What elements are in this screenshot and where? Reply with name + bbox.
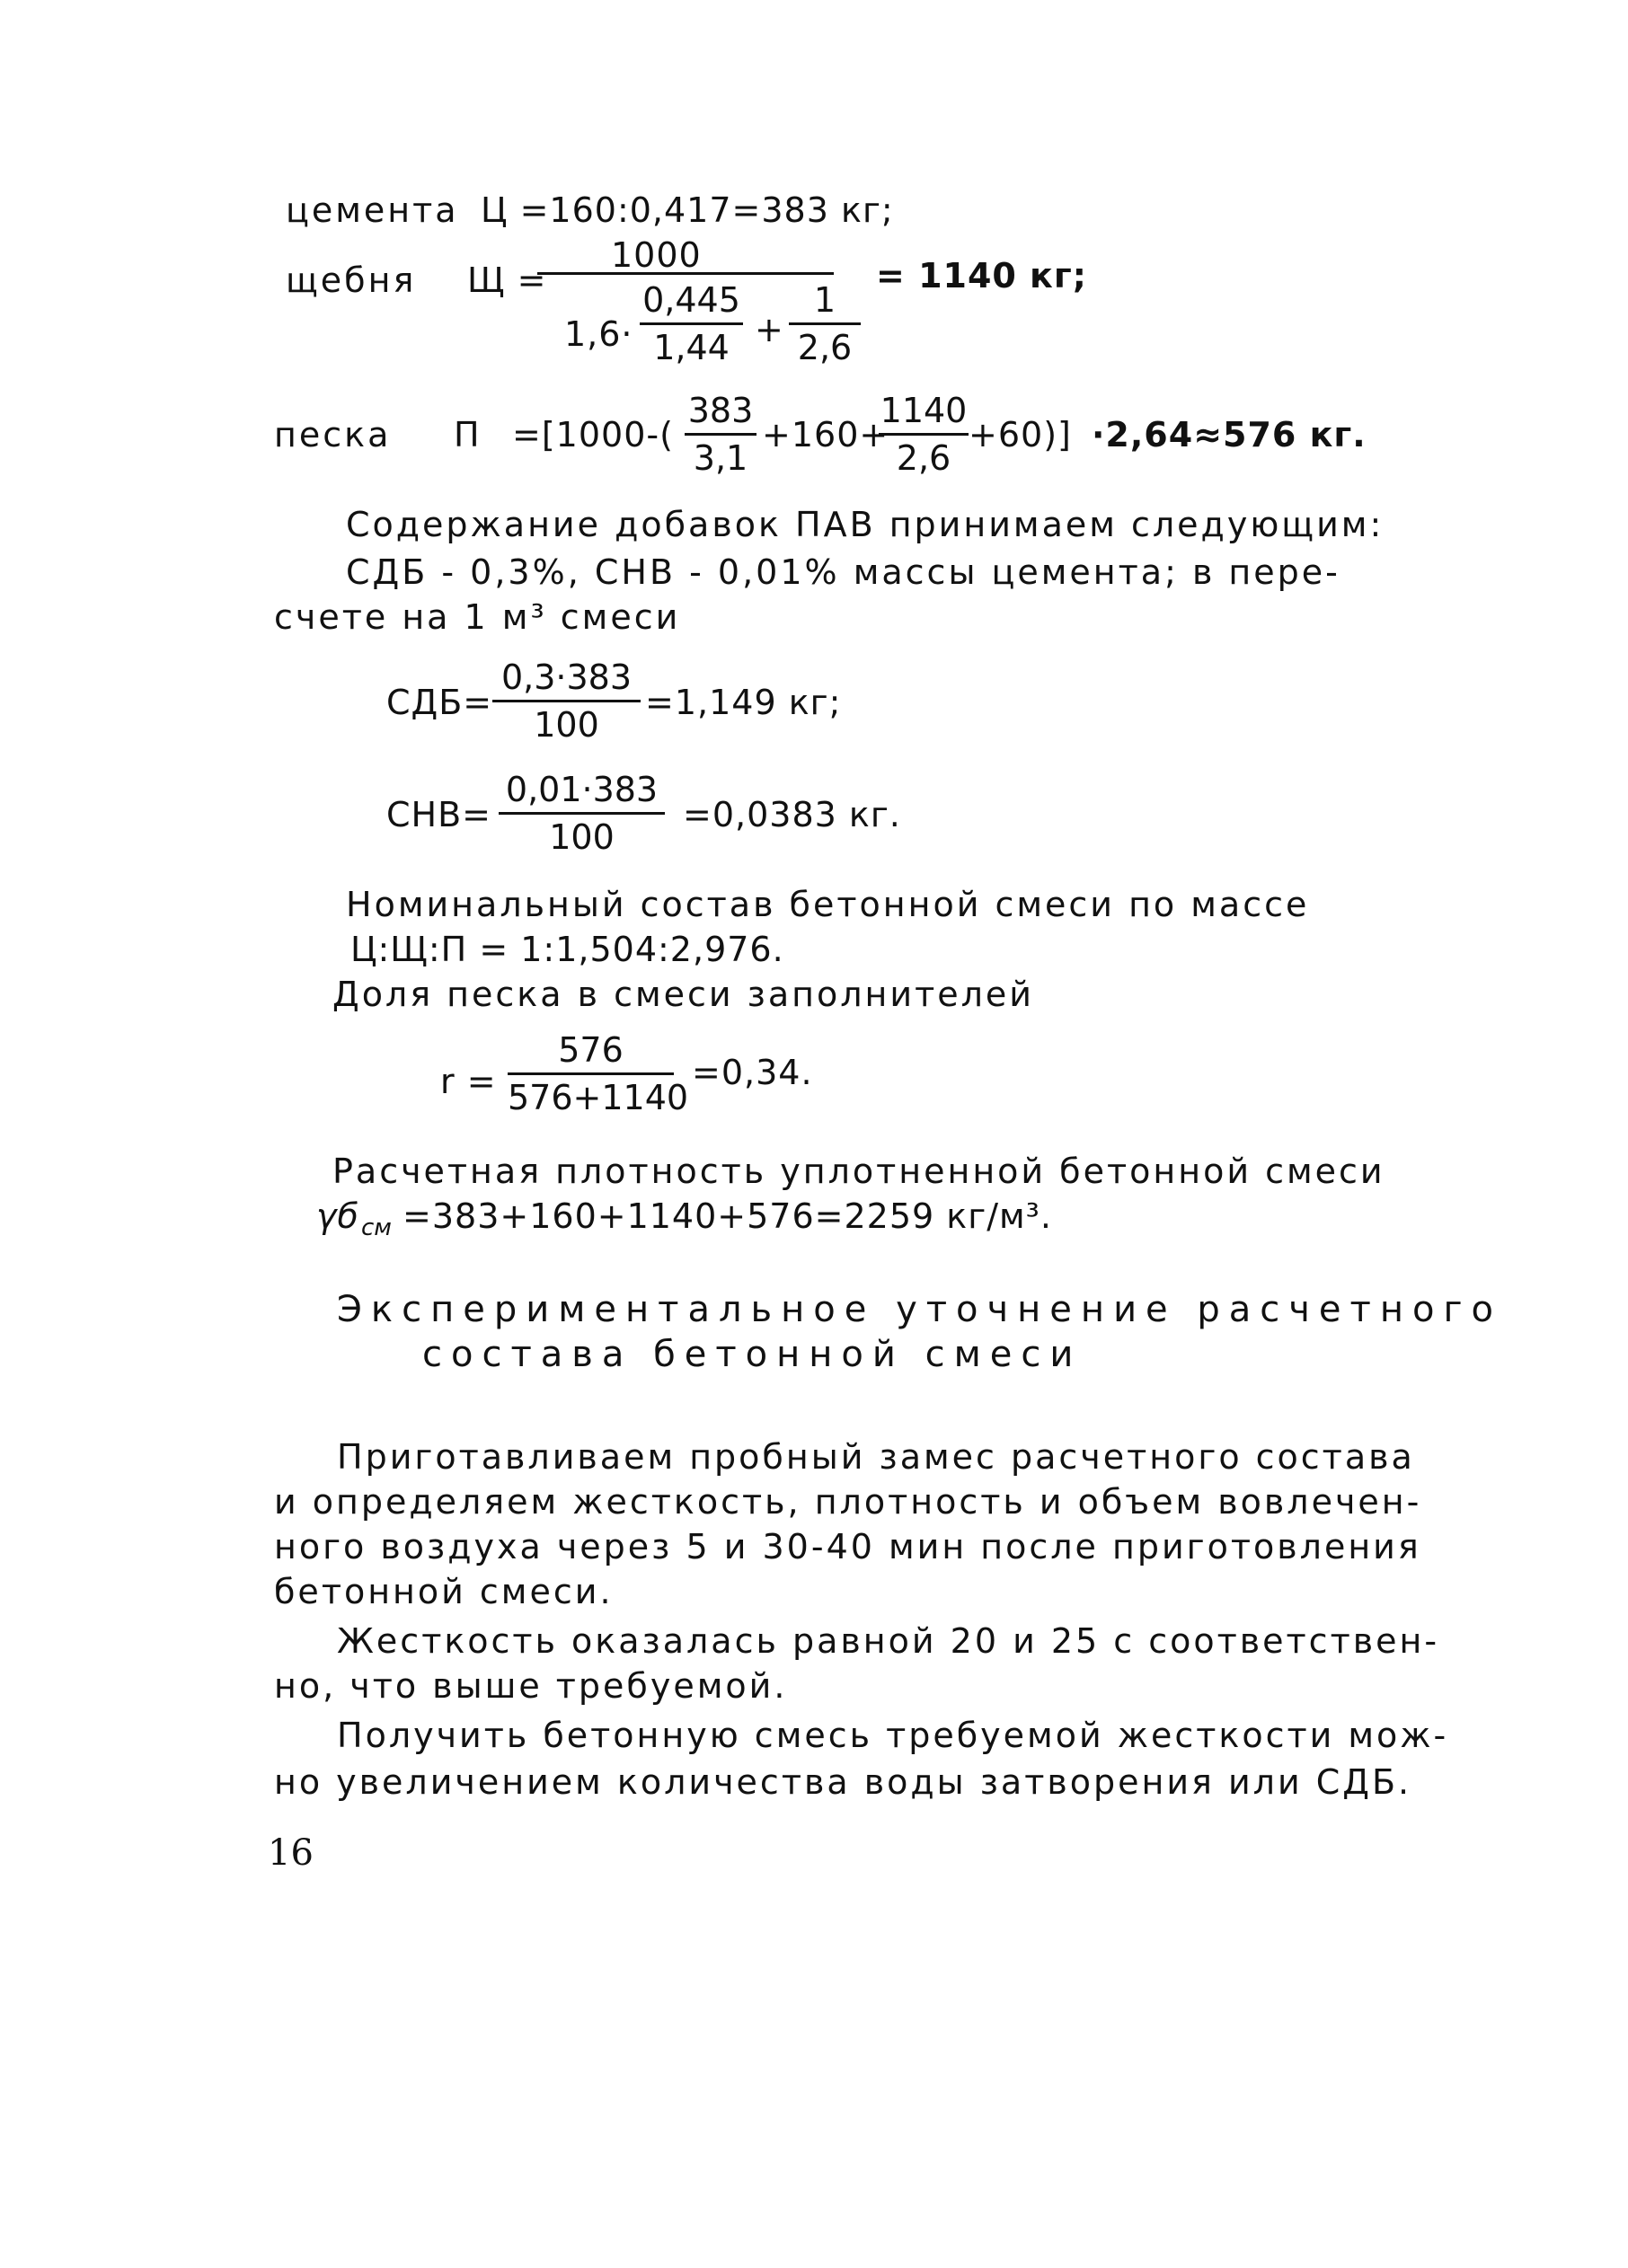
gravel-result: = 1140 кг; (876, 256, 1087, 296)
gravel-inner-den-1: 1,44 (653, 328, 730, 367)
sdb-denominator: 100 (534, 705, 599, 745)
density-line-1: Расчетная плотность уплотненной бетонной смеси (332, 1152, 1385, 1191)
snv-label: СНВ= (386, 795, 492, 834)
sdb-numerator: 0,3·383 (500, 657, 633, 697)
sand-num-1: 383 (687, 391, 754, 430)
density-line-2: =383+160+1140+576=2259 кг/м³. (403, 1196, 1052, 1236)
paragraph-1-line-1: Приготавливаем пробный замес расчетного состава (337, 1437, 1415, 1477)
sand-fraction-1 (685, 391, 756, 478)
additives-line-2: СДБ - 0,3%, СНВ - 0,01% массы цемента; в пере- (346, 552, 1340, 592)
sdb-result: =1,149 кг; (645, 683, 842, 722)
gravel-plus: + (755, 310, 784, 349)
r-numerator: 576 (558, 1030, 624, 1070)
nominal-line-2: Ц:Щ:П = 1:1,504:2,976. (350, 930, 784, 969)
nominal-line-1: Номинальный состав бетонной смеси по массе (346, 885, 1310, 924)
paragraph-1-line-3: ного воздуха через 5 и 30-40 мин после приготовления (274, 1527, 1421, 1566)
gravel-inner-fraction-2 (789, 280, 861, 367)
paragraph-3-line-1: Получить бетонную смесь требуемой жесткости мож- (337, 1716, 1449, 1755)
fraction-bar (789, 322, 861, 325)
section-heading-line-2: состава бетонной смеси (422, 1334, 1083, 1375)
share-line: Доля песка в смеси заполнителей (332, 975, 1034, 1014)
fraction-bar (499, 812, 665, 815)
cement-label: цемента (286, 190, 459, 230)
sand-result: ·2,64≈576 кг. (1092, 415, 1367, 454)
page-number: 16 (268, 1832, 314, 1874)
snv-denominator: 100 (549, 817, 615, 857)
paragraph-2-line-2: но, что выше требуемой. (274, 1666, 788, 1706)
paragraph-2-line-1: Жесткость оказалась равной 20 и 25 с соответствен- (337, 1621, 1440, 1661)
gravel-fraction-bar (537, 272, 834, 275)
gravel-inner-num-1: 0,445 (642, 280, 740, 320)
cement-formula: Ц =160:0,417=383 кг; (481, 190, 894, 230)
gravel-inner-den-2: 2,6 (797, 328, 853, 367)
density-symbol: γб (316, 1196, 359, 1236)
fraction-bar (640, 322, 743, 325)
r-fraction (508, 1030, 689, 1117)
sand-fraction-2 (879, 391, 969, 478)
gravel-denominator-factor: 1,6· (564, 314, 633, 354)
fraction-bar (685, 433, 756, 436)
sand-formula-mid: +160+ (762, 415, 889, 454)
sand-den-1: 3,1 (693, 438, 748, 478)
snv-result: =0,0383 кг. (683, 795, 901, 834)
sand-formula-start: =[1000-( (512, 415, 674, 454)
gravel-numerator: 1000 (611, 235, 702, 275)
sand-num-2: 1140 (880, 391, 968, 430)
paragraph-1-line-2: и определяем жесткость, плотность и объем вовлечен- (274, 1482, 1422, 1522)
fraction-bar (508, 1072, 674, 1075)
paragraph-3-line-2: но увеличением количества воды затворения или СДБ. (274, 1762, 1412, 1802)
gravel-symbol: Щ = (467, 260, 547, 300)
r-label: r = (440, 1062, 497, 1101)
snv-numerator: 0,01·383 (505, 770, 659, 809)
fraction-bar (879, 433, 969, 436)
sand-formula-end: +60)] (969, 415, 1072, 454)
r-denominator: 576+1140 (508, 1078, 689, 1117)
additives-line-3: счете на 1 м³ смеси (274, 597, 681, 637)
snv-fraction (499, 770, 665, 857)
paragraph-1-line-4: бетонной смеси. (274, 1572, 614, 1611)
sdb-label: СДБ= (386, 683, 493, 722)
section-heading-line-1: Экспериментальное уточнение расчетного (337, 1289, 1502, 1330)
sand-symbol: П (454, 415, 481, 454)
density-subscript: см (361, 1214, 392, 1241)
fraction-bar (492, 700, 641, 702)
r-result: =0,34. (692, 1053, 813, 1092)
gravel-inner-fraction-1 (640, 280, 743, 367)
gravel-label: щебня (286, 260, 417, 300)
gravel-inner-num-2: 1 (813, 280, 836, 320)
sdb-fraction (492, 657, 641, 745)
sand-den-2: 2,6 (896, 438, 951, 478)
additives-line-1: Содержание добавок ПАВ принимаем следующим: (346, 505, 1385, 544)
sand-label: песка (274, 415, 392, 454)
